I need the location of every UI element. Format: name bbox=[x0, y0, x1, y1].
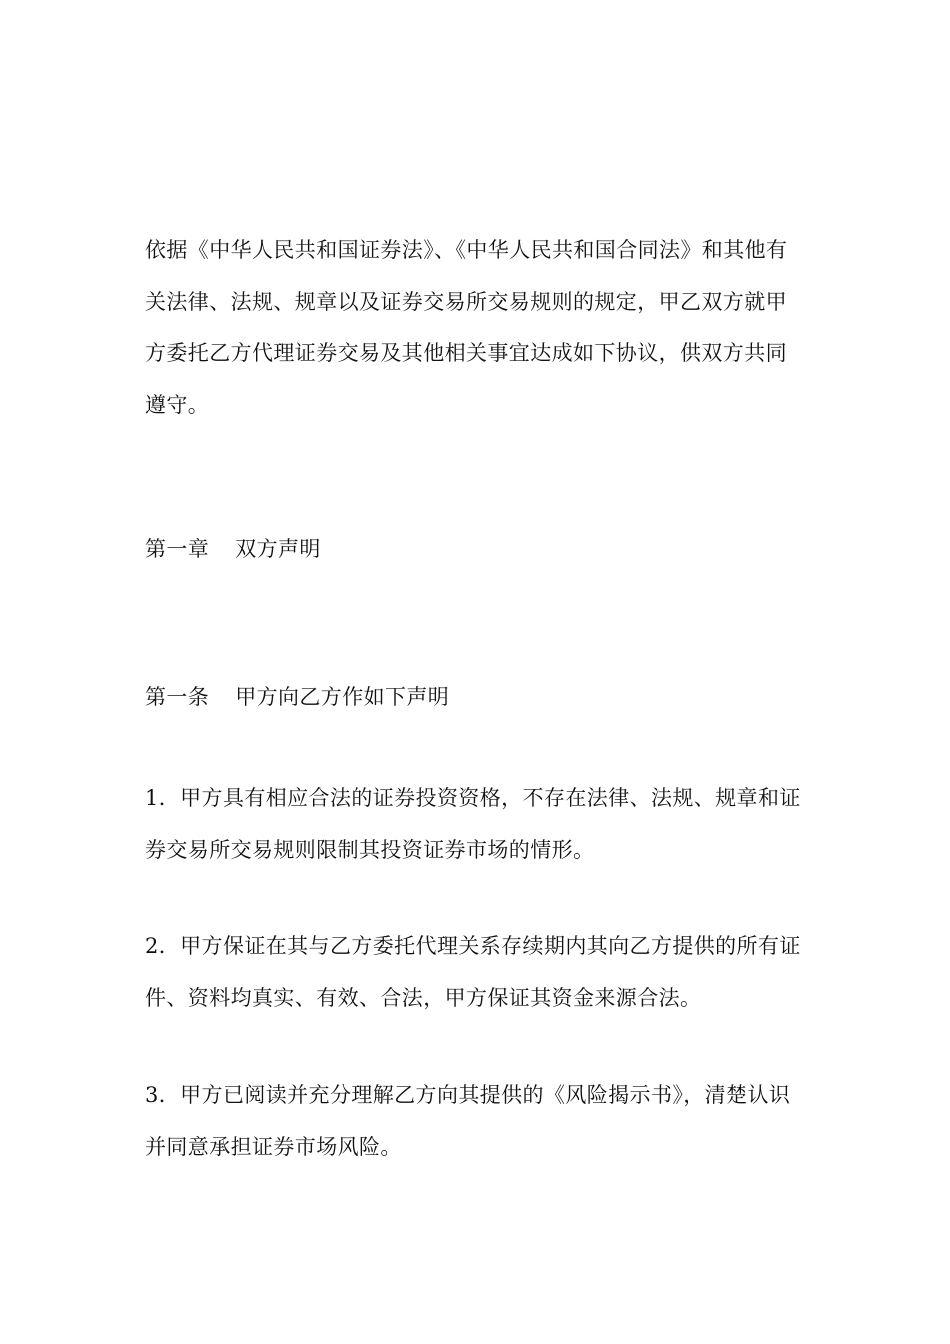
declaration-item-1: 1．甲方具有相应合法的证券投资资格，不存在法律、法规、规章和证券交易所交易规则限制其投资证券市场的情形。 bbox=[145, 786, 801, 862]
chapter-title: 双方声明 bbox=[235, 537, 321, 561]
article-title: 甲方向乙方作如下声明 bbox=[235, 685, 450, 709]
declaration-item-3: 3．甲方已阅读并充分理解乙方向其提供的《风险揭示书》，清楚认识并同意承担证券市场风险。 bbox=[145, 1083, 791, 1159]
declaration-item-2: 2．甲方保证在其与乙方委托代理关系存续期内其向乙方提供的所有证件、资料均真实、有效、合法，甲方保证其资金来源合法。 bbox=[145, 934, 801, 1010]
chapter-heading bbox=[145, 524, 805, 576]
intro-paragraph: 依据《中华人民共和国证券法》、《中华人民共和国合同法》和其他有关法律、法规、规章以及证券交易所交易规则的规定，甲乙双方就甲方委托乙方代理证券交易及其他相关事宜达成如下协议，供双方共同遵守。 bbox=[145, 238, 788, 417]
chapter-number: 第一章 bbox=[145, 537, 210, 561]
article-number: 第一条 bbox=[145, 685, 210, 709]
article-heading bbox=[145, 672, 805, 724]
